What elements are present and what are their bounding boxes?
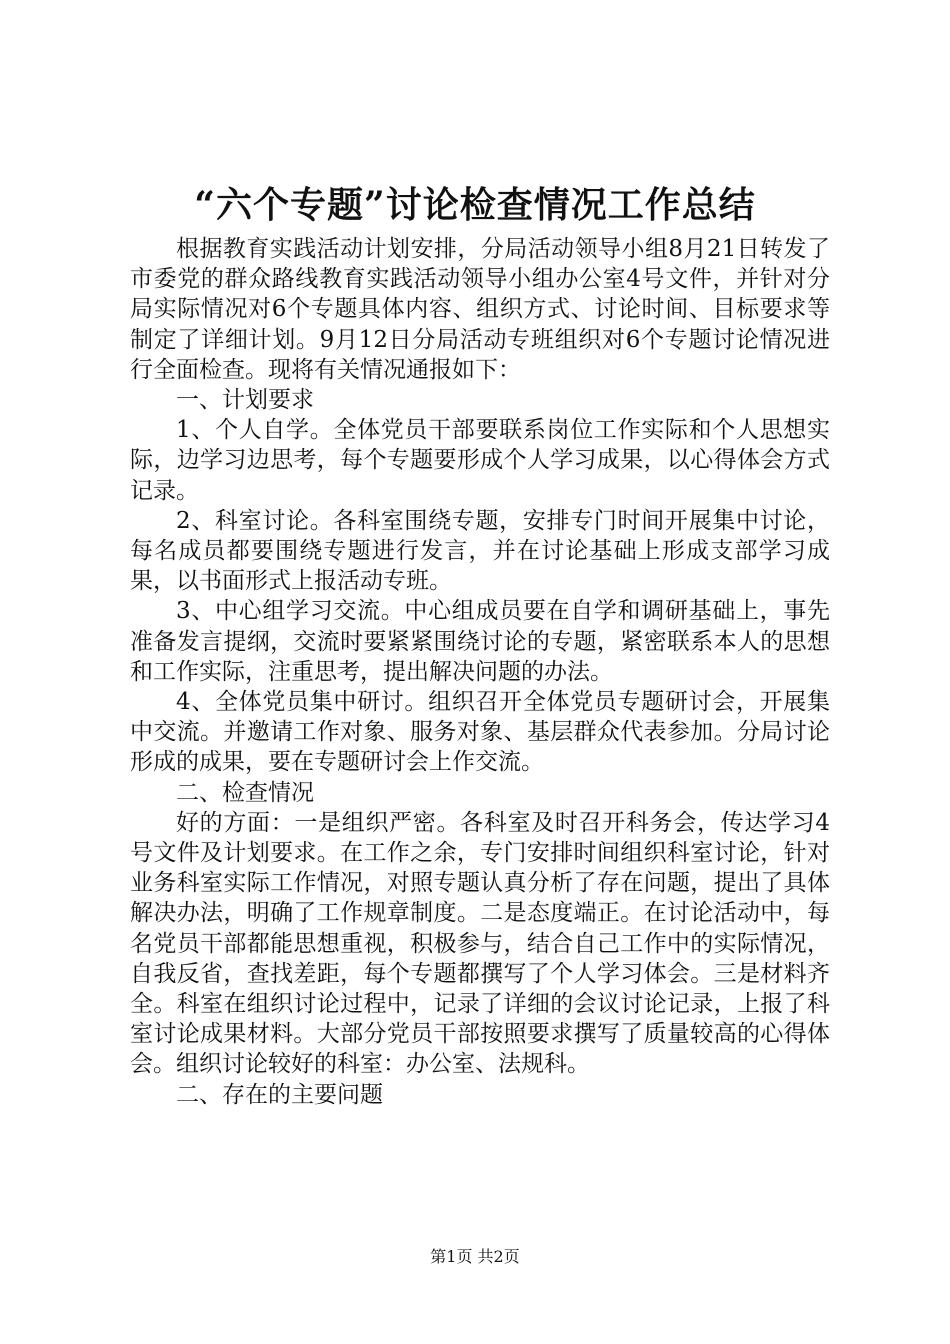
document-title: “六个专题”讨论检查情况工作总结 <box>194 184 756 226</box>
section-heading-inspection: 二、检查情况 <box>176 779 314 806</box>
section-heading-problems: 二、存在的主要问题 <box>176 1081 383 1108</box>
intro-paragraph: 根据教育实践活动计划安排，分局活动领导小组8月21日转发了市委党的群众路线教育实践活动领导小组办公室4号文件，并针对分局实际情况对6个专题具体内容、组织方式、讨论时间、目标要求等制定了详细计划。9月12日分局活动专班组织对6个专题讨论情况进行全面检查。现将有关情况通报如下： <box>130 236 830 383</box>
document-body <box>130 234 830 1110</box>
section-heading-plan: 一、计划要求 <box>176 387 314 414</box>
plan-item-3: 3、中心组学习交流。中心组成员要在自学和调研基础上，事先准备发言提纲，交流时要紧紧围绕讨论的专题，紧密联系本人的思想和工作实际，注重思考，提出解决问题的办法。 <box>130 598 830 685</box>
inspection-paragraph: 好的方面：一是组织严密。各科室及时召开科务会，传达学习4号文件及计划要求。在工作之余，专门安排时间组织科室讨论，针对业务科室实际工作情况，对照专题认真分析了存在问题，提出了具体解决办法，明确了工作规章制度。二是态度端正。在讨论活动中，每名党员干部都能思想重视，积极参与，结合自己工作中的实际情况，自我反省，查找差距，每个专题都撰写了个人学习体会。三是材料齐全。科室在组织讨论过程中，记录了详细的会议讨论记录，上报了科室讨论成果材料。大部分党员干部按照要求撰写了质量较高的心得体会。组织讨论较好的科室：办公室、法规科。 <box>130 809 830 1078</box>
plan-item-4: 4、全体党员集中研讨。组织召开全体党员专题研讨会，开展集中交流。并邀请工作对象、服务对象、基层群众代表参加。分局讨论形成的成果，要在专题研讨会上作交流。 <box>130 689 830 776</box>
plan-item-1: 1、个人自学。全体党员干部要联系岗位工作实际和个人思想实际，边学习边思考，每个专题要形成个人学习成果，以心得体会方式记录。 <box>130 417 830 504</box>
plan-item-2: 2、科室讨论。各科室围绕专题，安排专门时间开展集中讨论，每名成员都要围绕专题进行发言，并在讨论基础上形成支部学习成果，以书面形式上报活动专班。 <box>130 507 830 595</box>
page-number-footer: 第1页 共2页 <box>430 1247 520 1266</box>
